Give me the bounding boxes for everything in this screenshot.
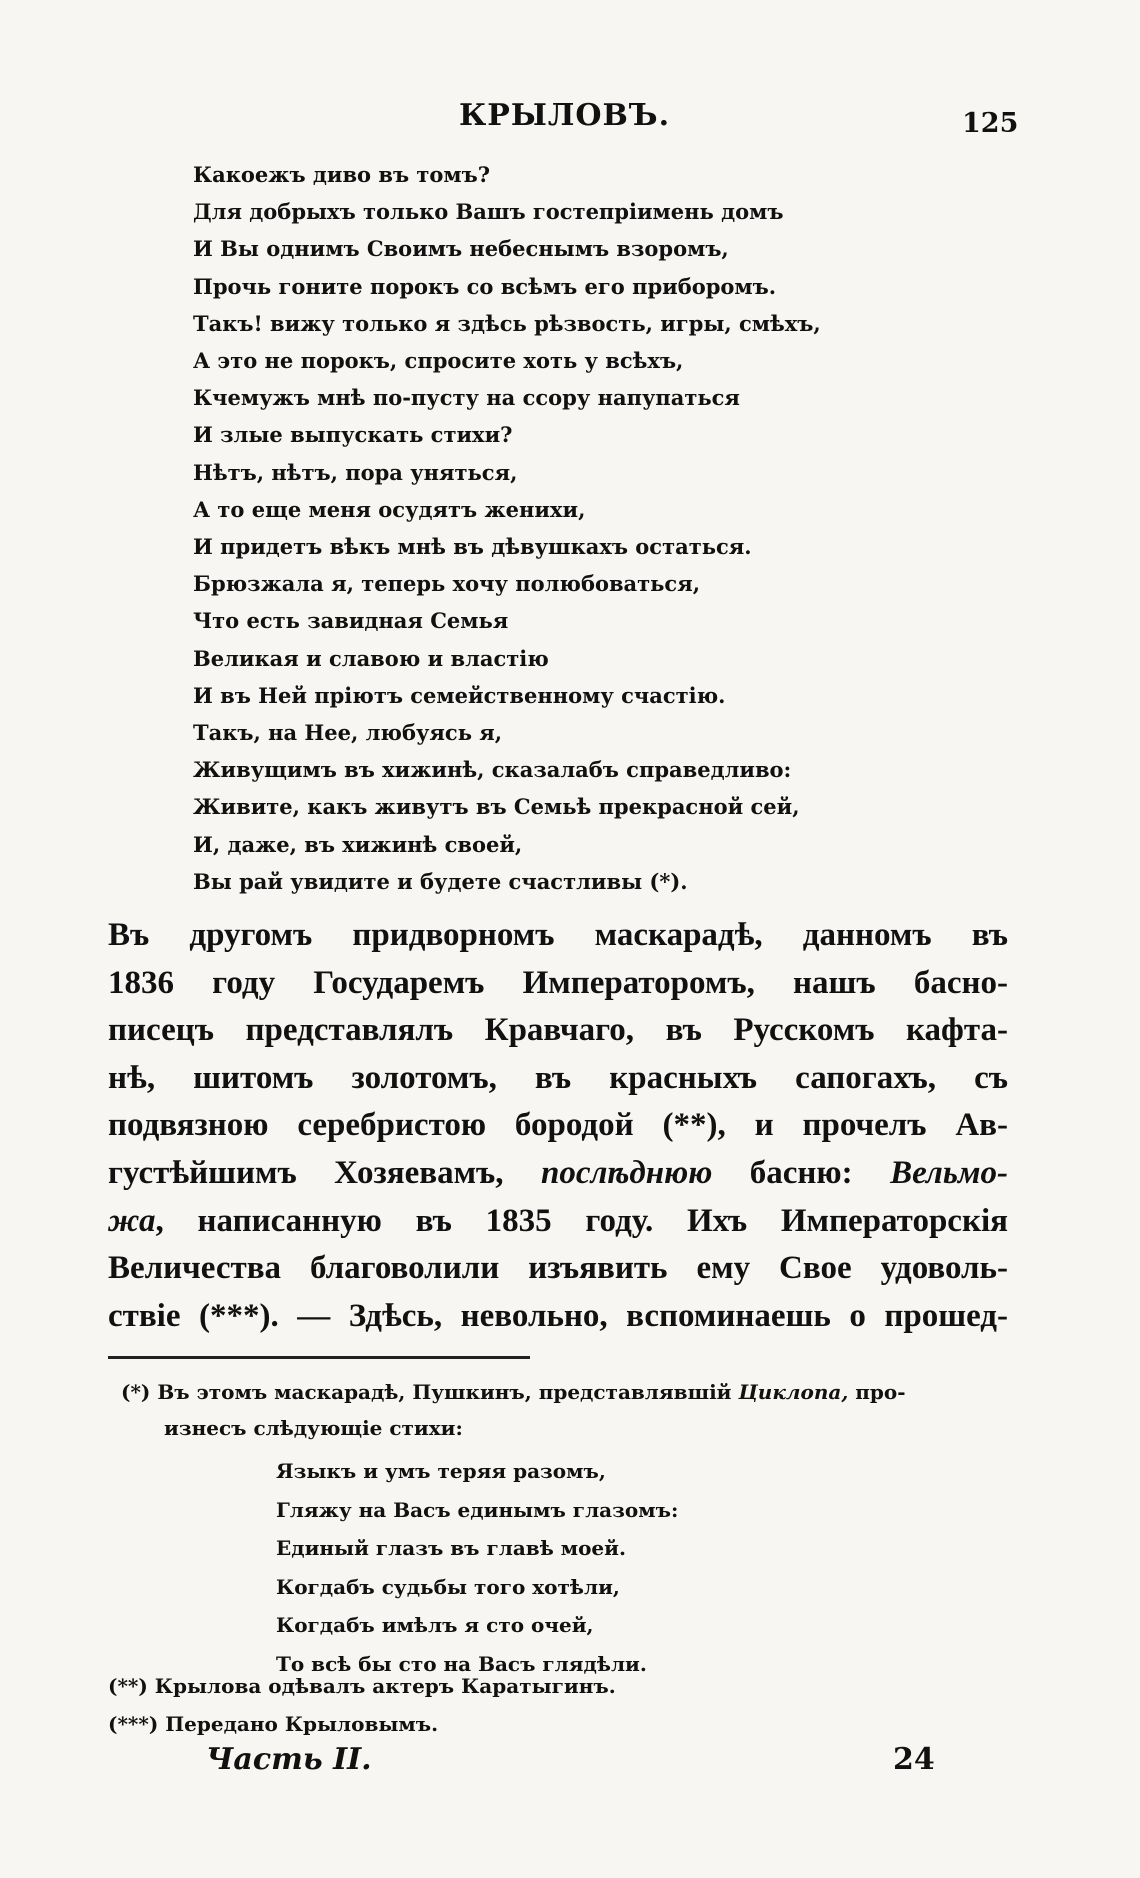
prose-line: Въ другомъ придворномъ маскарадѣ, данномъ въ — [108, 917, 1008, 953]
poem-line: Великая и славою и властію — [193, 645, 549, 671]
prose-text: густѣйшимъ Хозяевамъ, — [108, 1154, 504, 1191]
footnote-italic: Циклопа, — [738, 1380, 849, 1404]
prose-line: Величества благоволили изъявить ему Свое удоволь- — [108, 1250, 1008, 1287]
prose-line — [108, 1198, 1008, 1246]
footnote-1-continued: изнесъ слѣдующіе стихи: — [164, 1416, 463, 1440]
poem-line: И придетъ вѣкъ мнѣ въ дѣвушкахъ остаться. — [193, 534, 752, 560]
prose-text: басню: — [749, 1154, 853, 1191]
footnote-text: про- — [855, 1380, 906, 1404]
footnote-text: Въ этомъ маскарадѣ, Пушкинъ, представлявшій — [157, 1380, 732, 1404]
prose-line: 1836 году Государемъ Императоромъ, нашъ басно- — [108, 964, 1008, 1001]
footnote-3: (***) Передано Крыловымъ. — [108, 1712, 439, 1736]
fable-title: Вельмо- — [890, 1154, 1009, 1191]
verse-line: Гляжу на Васъ единымъ глазомъ: — [276, 1497, 679, 1522]
poem-line: Такъ, на Нее, любуясь я, — [193, 720, 503, 746]
fable-title-end: жа — [108, 1202, 156, 1239]
poem-line: А то еще меня осудятъ женихи, — [193, 496, 586, 522]
running-header: КРЫЛОВЪ. — [459, 98, 671, 133]
poem-line: И Вы однимъ Своимъ небеснымъ взоромъ, — [193, 236, 729, 262]
footnote-2: (**) Крылова одѣвалъ актеръ Каратыгинъ. — [108, 1674, 616, 1698]
prose-text: , написанную въ 1835 году. Ихъ Императорскія — [155, 1202, 1008, 1239]
prose-italic: послѣднюю — [540, 1154, 713, 1191]
footnote-mark: (*) — [121, 1380, 151, 1404]
poem-line: Брюзжала я, теперь хочу полюбоваться, — [193, 571, 701, 597]
poem-line: Что есть завидная Семья — [193, 608, 509, 634]
footnote-divider — [108, 1356, 530, 1359]
poem-line: И злые выпускать стихи? — [193, 422, 513, 448]
poem-line: И въ Ней пріютъ семейственному счастію. — [193, 682, 726, 708]
poem-line: А это не порокъ, спросите хоть у всѣхъ, — [193, 348, 684, 374]
footer-part-label: Часть II. — [206, 1742, 372, 1777]
verse-line: Когдабъ судьбы того хотѣли, — [276, 1574, 620, 1599]
poem-line: Живите, какъ живутъ въ Семьѣ прекрасной сей, — [193, 794, 800, 820]
poem-line: Прочь гоните порокъ со всѣмъ его приборомъ. — [193, 273, 777, 299]
footnote-1 — [121, 1380, 906, 1404]
poem-line: Такъ! вижу только я здѣсь рѣзвость, игры, смѣхъ, — [193, 310, 821, 336]
poem-line: Нѣтъ, нѣтъ, пора уняться, — [193, 459, 518, 485]
verse-line: То всѣ бы сто на Васъ глядѣли. — [276, 1651, 647, 1676]
poem-line: Для добрыхъ только Вашъ гостепріимень домъ — [193, 199, 784, 225]
prose-line: нѣ, шитомъ золотомъ, въ красныхъ сапогахъ, съ — [108, 1059, 1008, 1096]
poem-line: Вы рай увидите и будете счастливы (*). — [193, 868, 688, 894]
footer-signature: 24 — [893, 1742, 935, 1777]
page-number: 125 — [962, 108, 1019, 139]
poem-line: И, даже, въ хижинѣ своей, — [193, 831, 523, 857]
prose-line: писецъ представлялъ Кравчаго, въ Русскомъ кафта- — [108, 1012, 1008, 1049]
prose-line — [108, 1150, 1008, 1198]
footnote-verse — [276, 1452, 678, 1683]
verse-line: Языкъ и умъ теряя разомъ, — [276, 1459, 606, 1483]
verse-line: Единый глазъ въ главѣ моей. — [276, 1536, 626, 1560]
prose-line: подвязною серебристою бородой (**), и прочелъ Ав- — [108, 1107, 1008, 1144]
prose-paragraph — [108, 912, 1008, 1340]
poem-line: Какоежъ диво въ томъ? — [193, 162, 491, 187]
verse-line: Когдабъ имѣлъ я сто очей, — [276, 1613, 594, 1637]
poem-line: Кчемужъ мнѣ по-пусту на ссору напупаться — [193, 385, 740, 411]
poem-line: Живущимъ въ хижинѣ, сказалабъ справедливо: — [193, 757, 792, 783]
poem-block — [193, 156, 821, 900]
prose-line: ствіе (***). — Здѣсь, невольно, вспоминаешь о прошед- — [108, 1297, 1008, 1334]
